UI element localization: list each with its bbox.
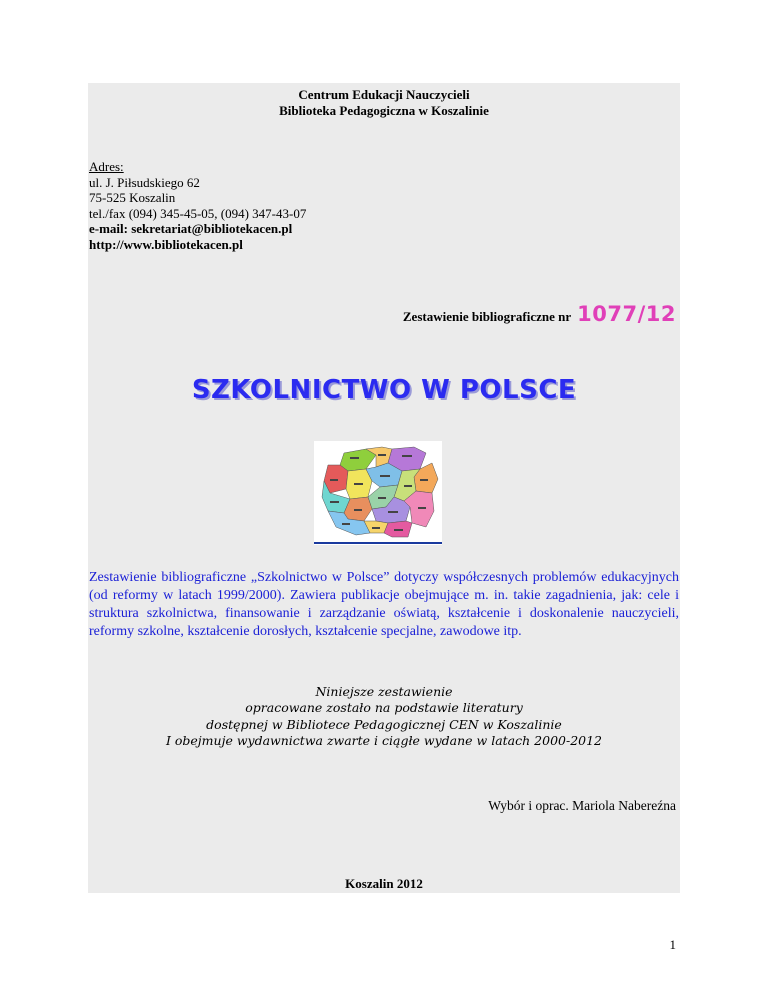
bibliography-number: 1077/12 bbox=[577, 302, 676, 326]
address-block bbox=[89, 159, 306, 253]
address-email: e-mail: sekretariat@bibliotekacen.pl bbox=[89, 221, 293, 237]
note-line-3: dostępnej w Bibliotece Pedagogicznej CEN w Koszalinie bbox=[206, 716, 562, 732]
address-street: ul. J. Piłsudskiego 62 bbox=[89, 174, 200, 190]
address-city: 75-525 Koszalin bbox=[89, 190, 176, 206]
bibliography-label: Zestawienie bibliograficzne nr bbox=[402, 309, 572, 324]
address-phone: tel./fax (094) 345-45-05, (094) 347-43-07 bbox=[89, 205, 307, 221]
note-line-2: opracowane zostało na podstawie literatury bbox=[245, 700, 523, 716]
image-underline bbox=[314, 542, 442, 544]
institution-name: Centrum Edukacji Nauczycieli bbox=[298, 87, 470, 102]
description-paragraph: Zestawienie bibliograficzne „Szkolnictwo w Polsce” dotyczy współczesnych problemów edukacyjnych (od reformy w latach 1999/2000). Zawiera publikacje obejmujące m. in. takie zagadnienia, jak: cele i struktura szkolnictwa, finansowanie i zarządzanie oświatą, kształcenie i doskonalenie nauczycieli, reformy szkolne, kształcenie dorosłych, kształcenie specjalne, zawodowe itp. bbox=[89, 570, 679, 639]
note-line-4: I obejmuje wydawnictwa zwarte i ciągłe wydane w latach 2000-2012 bbox=[165, 733, 603, 749]
page-number: 1 bbox=[669, 937, 676, 952]
address-website: http://www.bibliotekacen.pl bbox=[89, 236, 243, 252]
address-label: Adres: bbox=[89, 159, 124, 174]
bibliography-number-line bbox=[403, 302, 676, 326]
document-title: SZKOLNICTWO W POLSCE bbox=[191, 375, 577, 405]
library-name: Biblioteka Pedagogiczna w Koszalinie bbox=[279, 103, 489, 118]
poland-map-image bbox=[314, 441, 442, 545]
note-line-1: Niniejsze zestawienie bbox=[315, 684, 453, 699]
author-credit: Wybór i oprac. Mariola Nabereźna bbox=[488, 798, 676, 813]
compilation-note bbox=[88, 684, 680, 750]
place-and-year: Koszalin 2012 bbox=[345, 876, 423, 891]
